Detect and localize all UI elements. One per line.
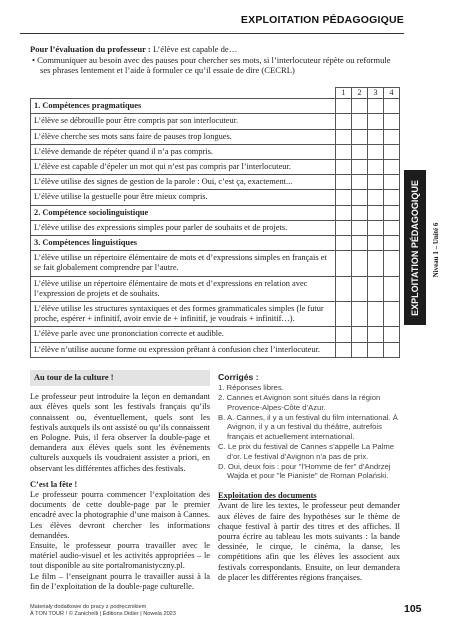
header-title: EXPLOITATION PÉDAGOGIQUE: [240, 14, 404, 26]
score-cell[interactable]: [336, 342, 352, 357]
score-cell[interactable]: [384, 327, 400, 342]
score-cell[interactable]: [336, 175, 352, 190]
table-corner: [31, 88, 336, 99]
criterion-text: L’élève n’utilise aucune forme ou expression prêtant à confusion chez l’interlocuteur.: [31, 342, 336, 357]
score-cell[interactable]: [368, 251, 384, 276]
footer: [30, 604, 176, 618]
score-cell[interactable]: [384, 129, 400, 144]
answers-list: [218, 383, 400, 481]
table-row: [31, 342, 400, 357]
table-row: [31, 114, 400, 129]
score-cell[interactable]: [352, 220, 368, 235]
left-column: [30, 370, 210, 598]
evaluation-intro: [30, 44, 400, 76]
intro-lead-bold: Pour l’évaluation du professeur :: [30, 44, 151, 54]
exploitation-title: Exploitation des documents: [218, 491, 317, 501]
score-cell[interactable]: [336, 114, 352, 129]
score-cell[interactable]: [368, 190, 384, 205]
table-row: [31, 327, 400, 342]
score-cell[interactable]: [336, 99, 352, 114]
score-cell[interactable]: [368, 220, 384, 235]
score-cell[interactable]: [336, 190, 352, 205]
score-cell[interactable]: [352, 175, 368, 190]
section-heading: 2. Compétence sociolinguistique: [31, 205, 336, 220]
culture-box-title: Au tour de la culture !: [30, 370, 210, 386]
score-cell[interactable]: [336, 251, 352, 276]
table-row: [31, 175, 400, 190]
side-tab-label: [404, 170, 426, 325]
criterion-text: L’élève se débrouille pour être compris par son interlocuteur.: [31, 114, 336, 129]
side-niveau-text: Niveau 1 – Unité 6: [432, 222, 440, 278]
intro-bullet: • Communiquer au besoin avec des pauses pour chercher ses mots, si l’interlocuteur répète ou reformule ses phrases lentement et l’aide à formuler ce qu’il essaie de dire (CECRL): [32, 54, 391, 76]
score-cell[interactable]: [352, 190, 368, 205]
score-cell[interactable]: [336, 144, 352, 159]
score-cell[interactable]: [384, 342, 400, 357]
score-cell[interactable]: [352, 99, 368, 114]
score-cell[interactable]: [384, 220, 400, 235]
criterion-text: L’élève utilise les structures syntaxiques et des formes grammaticales simples (le futur proche, espérer + infinitif, avoir envie de + infinitif, je voudrais + infinitif…).: [31, 302, 336, 327]
table-row: [31, 160, 400, 175]
score-cell[interactable]: [336, 205, 352, 220]
table-row: [31, 236, 400, 251]
score-cell[interactable]: [336, 160, 352, 175]
score-cell[interactable]: [352, 160, 368, 175]
score-cell[interactable]: [384, 276, 400, 301]
score-cell[interactable]: [352, 327, 368, 342]
score-cell[interactable]: [368, 129, 384, 144]
intro-lead-rest: L’élève est capable de…: [150, 44, 238, 54]
score-cell[interactable]: [384, 302, 400, 327]
criterion-text: L’élève utilise un répertoire élémentaire de mots et d’expressions en relation avec l’expression de projets et de souhaits.: [31, 276, 336, 301]
intro-lead: [30, 44, 400, 55]
score-cell[interactable]: [384, 160, 400, 175]
score-cell[interactable]: [352, 114, 368, 129]
score-cell[interactable]: [352, 144, 368, 159]
evaluation-table: [30, 87, 400, 358]
score-cell[interactable]: [352, 129, 368, 144]
score-cell[interactable]: [352, 251, 368, 276]
criterion-text: L’élève utilise des expressions simples pour parler de souhaits et de projets.: [31, 220, 336, 235]
score-cell[interactable]: [368, 302, 384, 327]
table-row: [31, 99, 400, 114]
answer-item: C. Le prix du festival de Cannes s’appelle La Palme d’or. Le festival d’Avignon n’a pas de prix.: [218, 441, 395, 461]
table-row: [31, 144, 400, 159]
score-cell[interactable]: [336, 302, 352, 327]
table-row: [31, 220, 400, 235]
score-cell[interactable]: [384, 251, 400, 276]
criterion-text: L’élève demande de répéter quand il n’a pas compris.: [31, 144, 336, 159]
answers-title: Corrigés :: [218, 372, 259, 382]
criterion-text: L’élève cherche ses mots sans faire de pauses trop longues.: [31, 129, 336, 144]
section-heading: 1. Compétences pragmatiques: [31, 99, 336, 114]
table-header-row: [31, 88, 400, 99]
criterion-text: L’élève est capable d’épeler un mot qui n’est pas compris par l’interlocuteur.: [31, 160, 336, 175]
score-cell[interactable]: [368, 205, 384, 220]
score-cell[interactable]: [336, 129, 352, 144]
score-cell[interactable]: [368, 327, 384, 342]
criterion-text: L’élève utilise des signes de gestion de la parole : Oui, c’est ça, exactement...: [31, 175, 336, 190]
answer-item: D. Oui, deux fois : pour "l’Homme de fer" d’Andrzej Wajda et pour "le Pianiste" de Roman Polański.: [218, 461, 391, 481]
score-cell[interactable]: [368, 160, 384, 175]
score-cell[interactable]: [384, 144, 400, 159]
score-cell[interactable]: [352, 302, 368, 327]
table-row: [31, 190, 400, 205]
intro-bullet-text: Communiquer au besoin avec des pauses pour chercher ses mots, si l’interlocuteur répète ou reformule ses phrases lentement et l’aide à formuler ce qu’il essaie de dire (CECRL): [37, 54, 391, 76]
table-row: [31, 302, 400, 327]
score-cell[interactable]: [368, 175, 384, 190]
fete-paragraph-1: Le professeur pourra commencer l’exploitation des documents de cette double-page par le premier encadré avec la photographie d’une maison à Cannes. Les élèves devront chercher les informations demandées.: [30, 490, 210, 540]
score-cell[interactable]: [368, 114, 384, 129]
score-cell[interactable]: [368, 276, 384, 301]
criterion-text: L’élève parle avec une prononciation correcte et audible.: [31, 327, 336, 342]
culture-paragraph: Le professeur peut introduire la leçon en demandant aux élèves quels sont les festivals français qu’ils connaissent ou, éventuellement, quels sont les festivals auxquels ils ont assisté ou qu’ils connaissent en Pologne. Puis, il fera observer la double-page et demandera aux élèves quels sont les évènements culturels auxquels ils voudraient assister a priori, en observant les différentes affiches des festivals.: [30, 392, 210, 473]
side-niveau-label: [428, 180, 444, 320]
table-row: [31, 276, 400, 301]
table-row: [31, 205, 400, 220]
score-cell[interactable]: [368, 342, 384, 357]
score-cell[interactable]: [352, 342, 368, 357]
score-cell[interactable]: [336, 236, 352, 251]
answer-item: 1. Réponses libres.: [218, 383, 284, 393]
answer-item: B. A. Cannes, il y a un festival du film international. À Avignon, il y a un festival du théâtre, autrefois français et actuellement international.: [218, 412, 398, 442]
criterion-text: L’élève utilise un répertoire élémentaire de mots et d’expressions simples en français et se fait globalement comprendre par l’autre.: [31, 251, 336, 276]
score-cell[interactable]: [368, 99, 384, 114]
page-number: 105: [404, 603, 422, 615]
table-row: [31, 251, 400, 276]
score-cell[interactable]: [352, 276, 368, 301]
table-row: [31, 129, 400, 144]
score-cell[interactable]: [384, 190, 400, 205]
answer-item: 2. Cannes et Avignon sont situés dans la région Provence-Alpes-Côte d’Azur.: [218, 393, 381, 412]
score-cell[interactable]: [384, 175, 400, 190]
score-cell[interactable]: [384, 99, 400, 114]
score-cell[interactable]: [368, 236, 384, 251]
score-cell[interactable]: [336, 276, 352, 301]
section-heading: 3. Compétences linguistiques: [31, 236, 336, 251]
score-cell[interactable]: [384, 205, 400, 220]
fete-paragraph-2: Ensuite, le professeur pourra travailler avec le matériel audio-visuel et les activités appropriées – le tout disponible au site portalromanistyczny.pl.: [30, 541, 210, 571]
score-cell[interactable]: [352, 205, 368, 220]
exploitation-text: Avant de lire les textes, le professeur peut demander aux élèves de faire des hypothèses sur le thème de chaque festival à partir des titres et des affiches. Il pourra écrire au tableau les mots suivants : la bande dessinée, le cirque, le cinéma, la danse, les compétitions afin que les élèves les associent aux festivals correspondants. Ensuite, on leur demandera de placer les différentes régions françaises.: [218, 501, 400, 582]
score-cell[interactable]: [368, 144, 384, 159]
score-header-4: 4: [384, 88, 400, 99]
score-cell[interactable]: [384, 236, 400, 251]
footer-line-1: Materiały dodatkowe do pracy z podręcznikiem: [30, 604, 147, 610]
footer-line-2: À TON TOUR ! © Zanichelli | Éditions Didier | Nowela 2023: [30, 611, 176, 617]
score-cell[interactable]: [336, 327, 352, 342]
right-column: [218, 372, 400, 583]
score-header-2: 2: [352, 88, 368, 99]
score-header-1: 1: [336, 88, 352, 99]
score-header-3: 3: [368, 88, 384, 99]
fete-paragraph-3: Le film – l’enseignant pourra le travailler aussi à la fin de l’exploitation de la double-page culturelle.: [30, 571, 210, 591]
score-cell[interactable]: [336, 220, 352, 235]
score-cell[interactable]: [384, 114, 400, 129]
fete-subhead: C’est la fête !: [30, 479, 78, 489]
score-cell[interactable]: [352, 236, 368, 251]
side-tab-text: EXPLOITATION PÉDAGOGIQUE: [410, 179, 420, 316]
criterion-text: L’élève utilise la gestuelle pour être mieux compris.: [31, 190, 336, 205]
header-divider: [20, 33, 404, 34]
